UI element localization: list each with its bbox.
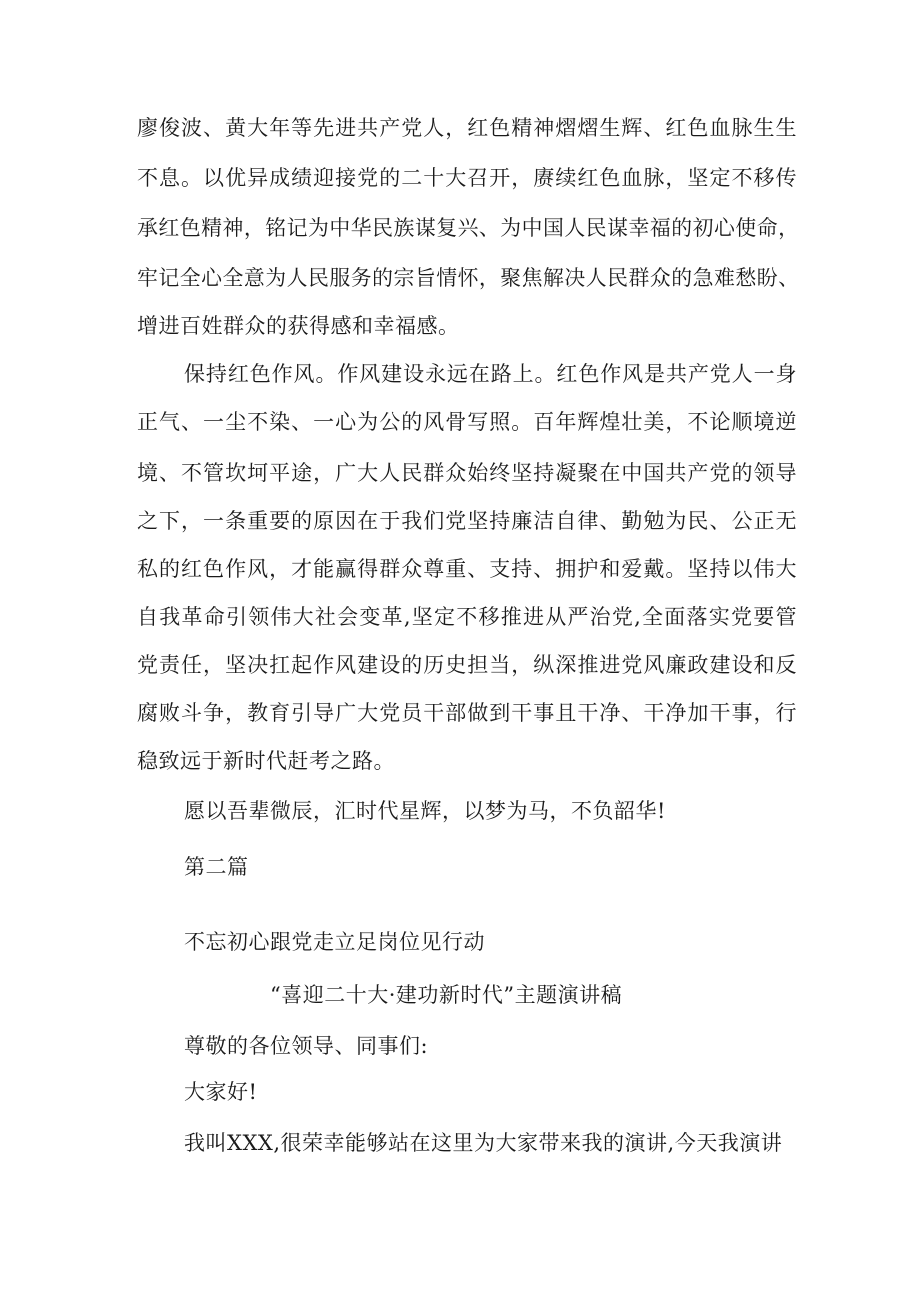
paragraph-2-line-5: 私的红色作风，才能赢得群众尊重、支持、拥护和爱戴。坚持以伟大	[137, 557, 797, 581]
paragraph-2-line-4: 之下，一条重要的原因在于我们党坚持廉洁自律、勤勉为民、公正无	[137, 509, 797, 533]
paragraph-2-line-3: 境、不管坎坷平途，广大人民群众始终坚持凝聚在中国共产党的领导	[137, 461, 797, 485]
paragraph-2-line-1: 保持红色作风。作风建设永远在路上。红色作风是共产党人一身	[184, 362, 797, 386]
speech-subtitle: “喜迎二十大·建功新时代”主题演讲稿	[270, 983, 623, 1007]
paragraph-1-line-1: 廖俊波、黄大年等先进共产党人，红色精神熠熠生辉、红色血脉生生	[137, 116, 797, 140]
speech-title: 不忘初心跟党走立足岗位见行动	[184, 930, 485, 954]
paragraph-2-line-2: 正气、一尘不染、一心为公的风骨写照。百年辉煌壮美，不论顺境逆	[137, 410, 797, 434]
paragraph-2-line-9: 稳致远于新时代赶考之路。	[137, 749, 395, 773]
section-label: 第二篇	[184, 855, 249, 879]
closing-line: 愿以吾辈微辰，汇时代星辉，以梦为马，不负韶华!	[184, 799, 666, 823]
paragraph-1-line-4: 牢记全心全意为人民服务的宗旨情怀，聚焦解决人民群众的急难愁盼、	[137, 266, 800, 290]
greeting: 大家好!	[184, 1080, 258, 1104]
paragraph-2-line-6: 自我革命引领伟大社会变革,坚定不移推进从严治党,全面落实党要管	[137, 605, 797, 629]
paragraph-2-line-7: 党责任，坚决扛起作风建设的历史担当，纵深推进党风廉政建设和反	[137, 653, 797, 677]
paragraph-1-line-5: 增进百姓群众的获得感和幸福感。	[137, 314, 460, 338]
salutation: 尊敬的各位领导、同事们:	[184, 1034, 429, 1058]
opening-line: 我叫XXX,很荣幸能够站在这里为大家带来我的演讲,今天我演讲	[184, 1131, 783, 1155]
paragraph-2-line-8: 腐败斗争，教育引导广大党员干部做到干事且干净、干净加干事，行	[137, 701, 797, 725]
paragraph-1-line-3: 承红色精神，铭记为中华民族谋复兴、为中国人民谋幸福的初心使命，	[137, 216, 800, 240]
paragraph-1-line-2: 不息。以优异成绩迎接党的二十大召开，赓续红色血脉，坚定不移传	[137, 166, 797, 190]
